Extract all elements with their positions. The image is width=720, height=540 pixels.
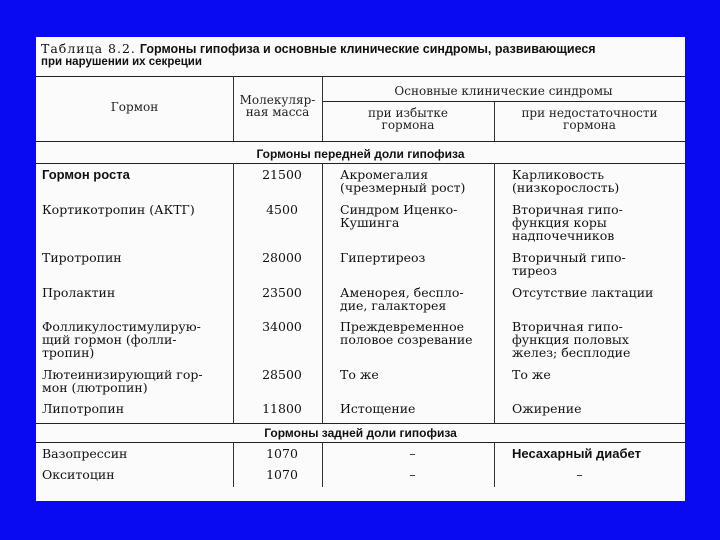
row-excess: – [409, 467, 416, 482]
col-rule-2-lower [322, 442, 323, 487]
row-deficiency: Ожирение [512, 401, 582, 416]
row-excess: Аменорея, беспло- дие, галакторея [340, 285, 464, 313]
caption-title: Гормоны гипофиза и основные клинические синдромы, развивающиеся [139, 42, 596, 56]
col-rule-2 [322, 163, 323, 423]
row-deficiency: Вторичный гипо- тиреоз [512, 250, 626, 278]
row-deficiency: Вторичная гипо- функция половых желез; бесплодие [512, 319, 631, 360]
row-excess: Синдром Иценко- Кушинга [340, 202, 458, 230]
rule-header-bottom [36, 141, 685, 142]
header-syndromes: Основные клинические синдромы [394, 84, 613, 98]
row-deficiency: Отсутствие лактации [512, 285, 654, 300]
row-deficiency: – [576, 467, 583, 482]
row-hormone: Кортикотропин (АКТГ) [42, 202, 195, 217]
caption-label: Таблица 8.2. [41, 41, 136, 56]
table-page [36, 37, 685, 501]
row-hormone: Лютеинизирующий гор- мон (лютропин) [42, 367, 203, 395]
section-anterior: Гормоны передней доли гипофиза [256, 147, 465, 161]
header-excess: при избытке гормона [367, 106, 449, 132]
row-hormone: Гормон роста [42, 167, 130, 182]
row-deficiency: Карликовость (низкорослость) [512, 167, 620, 195]
caption-title-line2: при нарушении их секреции [41, 56, 202, 68]
row-mass: 11800 [262, 401, 302, 416]
row-deficiency: То же [512, 367, 551, 382]
col-rule-3-lower [494, 442, 495, 487]
row-excess: Акромегалия (чрезмерный рост) [340, 167, 466, 195]
row-excess: Истощение [340, 401, 416, 416]
col-rule-1-lower [233, 442, 234, 487]
row-hormone: Фолликулостимулирую- щий гормон (фолли- тропин) [42, 319, 201, 360]
row-deficiency: Несахарный диабет [512, 446, 641, 461]
row-mass: 23500 [262, 285, 302, 300]
rule-section-posterior-top [36, 423, 685, 424]
row-mass: 28500 [262, 367, 302, 382]
header-deficiency: при недостаточности гормона [521, 106, 658, 132]
header-hormone: Гормон [110, 100, 159, 114]
row-excess: – [409, 446, 416, 461]
row-mass: 4500 [266, 202, 298, 217]
row-excess: Преждевременное половое созревание [340, 319, 473, 347]
row-mass: 34000 [262, 319, 302, 334]
row-deficiency: Вторичная гипо- функция коры надпочечников [512, 202, 623, 243]
rule-header-mid [322, 101, 685, 102]
row-hormone: Вазопрессин [42, 446, 128, 461]
rule-section-posterior [36, 442, 685, 443]
row-mass: 21500 [262, 167, 302, 182]
row-hormone: Тиротропин [42, 250, 122, 265]
row-excess: Гипертиреоз [340, 250, 426, 265]
row-mass: 28000 [262, 250, 302, 265]
header-mass: Молекуляр- ная масса [239, 93, 316, 119]
col-rule-3 [494, 163, 495, 423]
section-posterior: Гормоны задней доли гипофиза [264, 426, 457, 440]
rule-section-anterior [36, 163, 685, 164]
row-hormone: Окситоцин [42, 467, 115, 482]
row-mass: 1070 [266, 446, 298, 461]
table-caption [41, 42, 681, 69]
col-rule-1 [233, 163, 234, 423]
row-hormone: Пролактин [42, 285, 116, 300]
row-mass: 1070 [266, 467, 298, 482]
rule-top [36, 76, 685, 77]
row-hormone: Липотропин [42, 401, 125, 416]
row-excess: То же [340, 367, 379, 382]
